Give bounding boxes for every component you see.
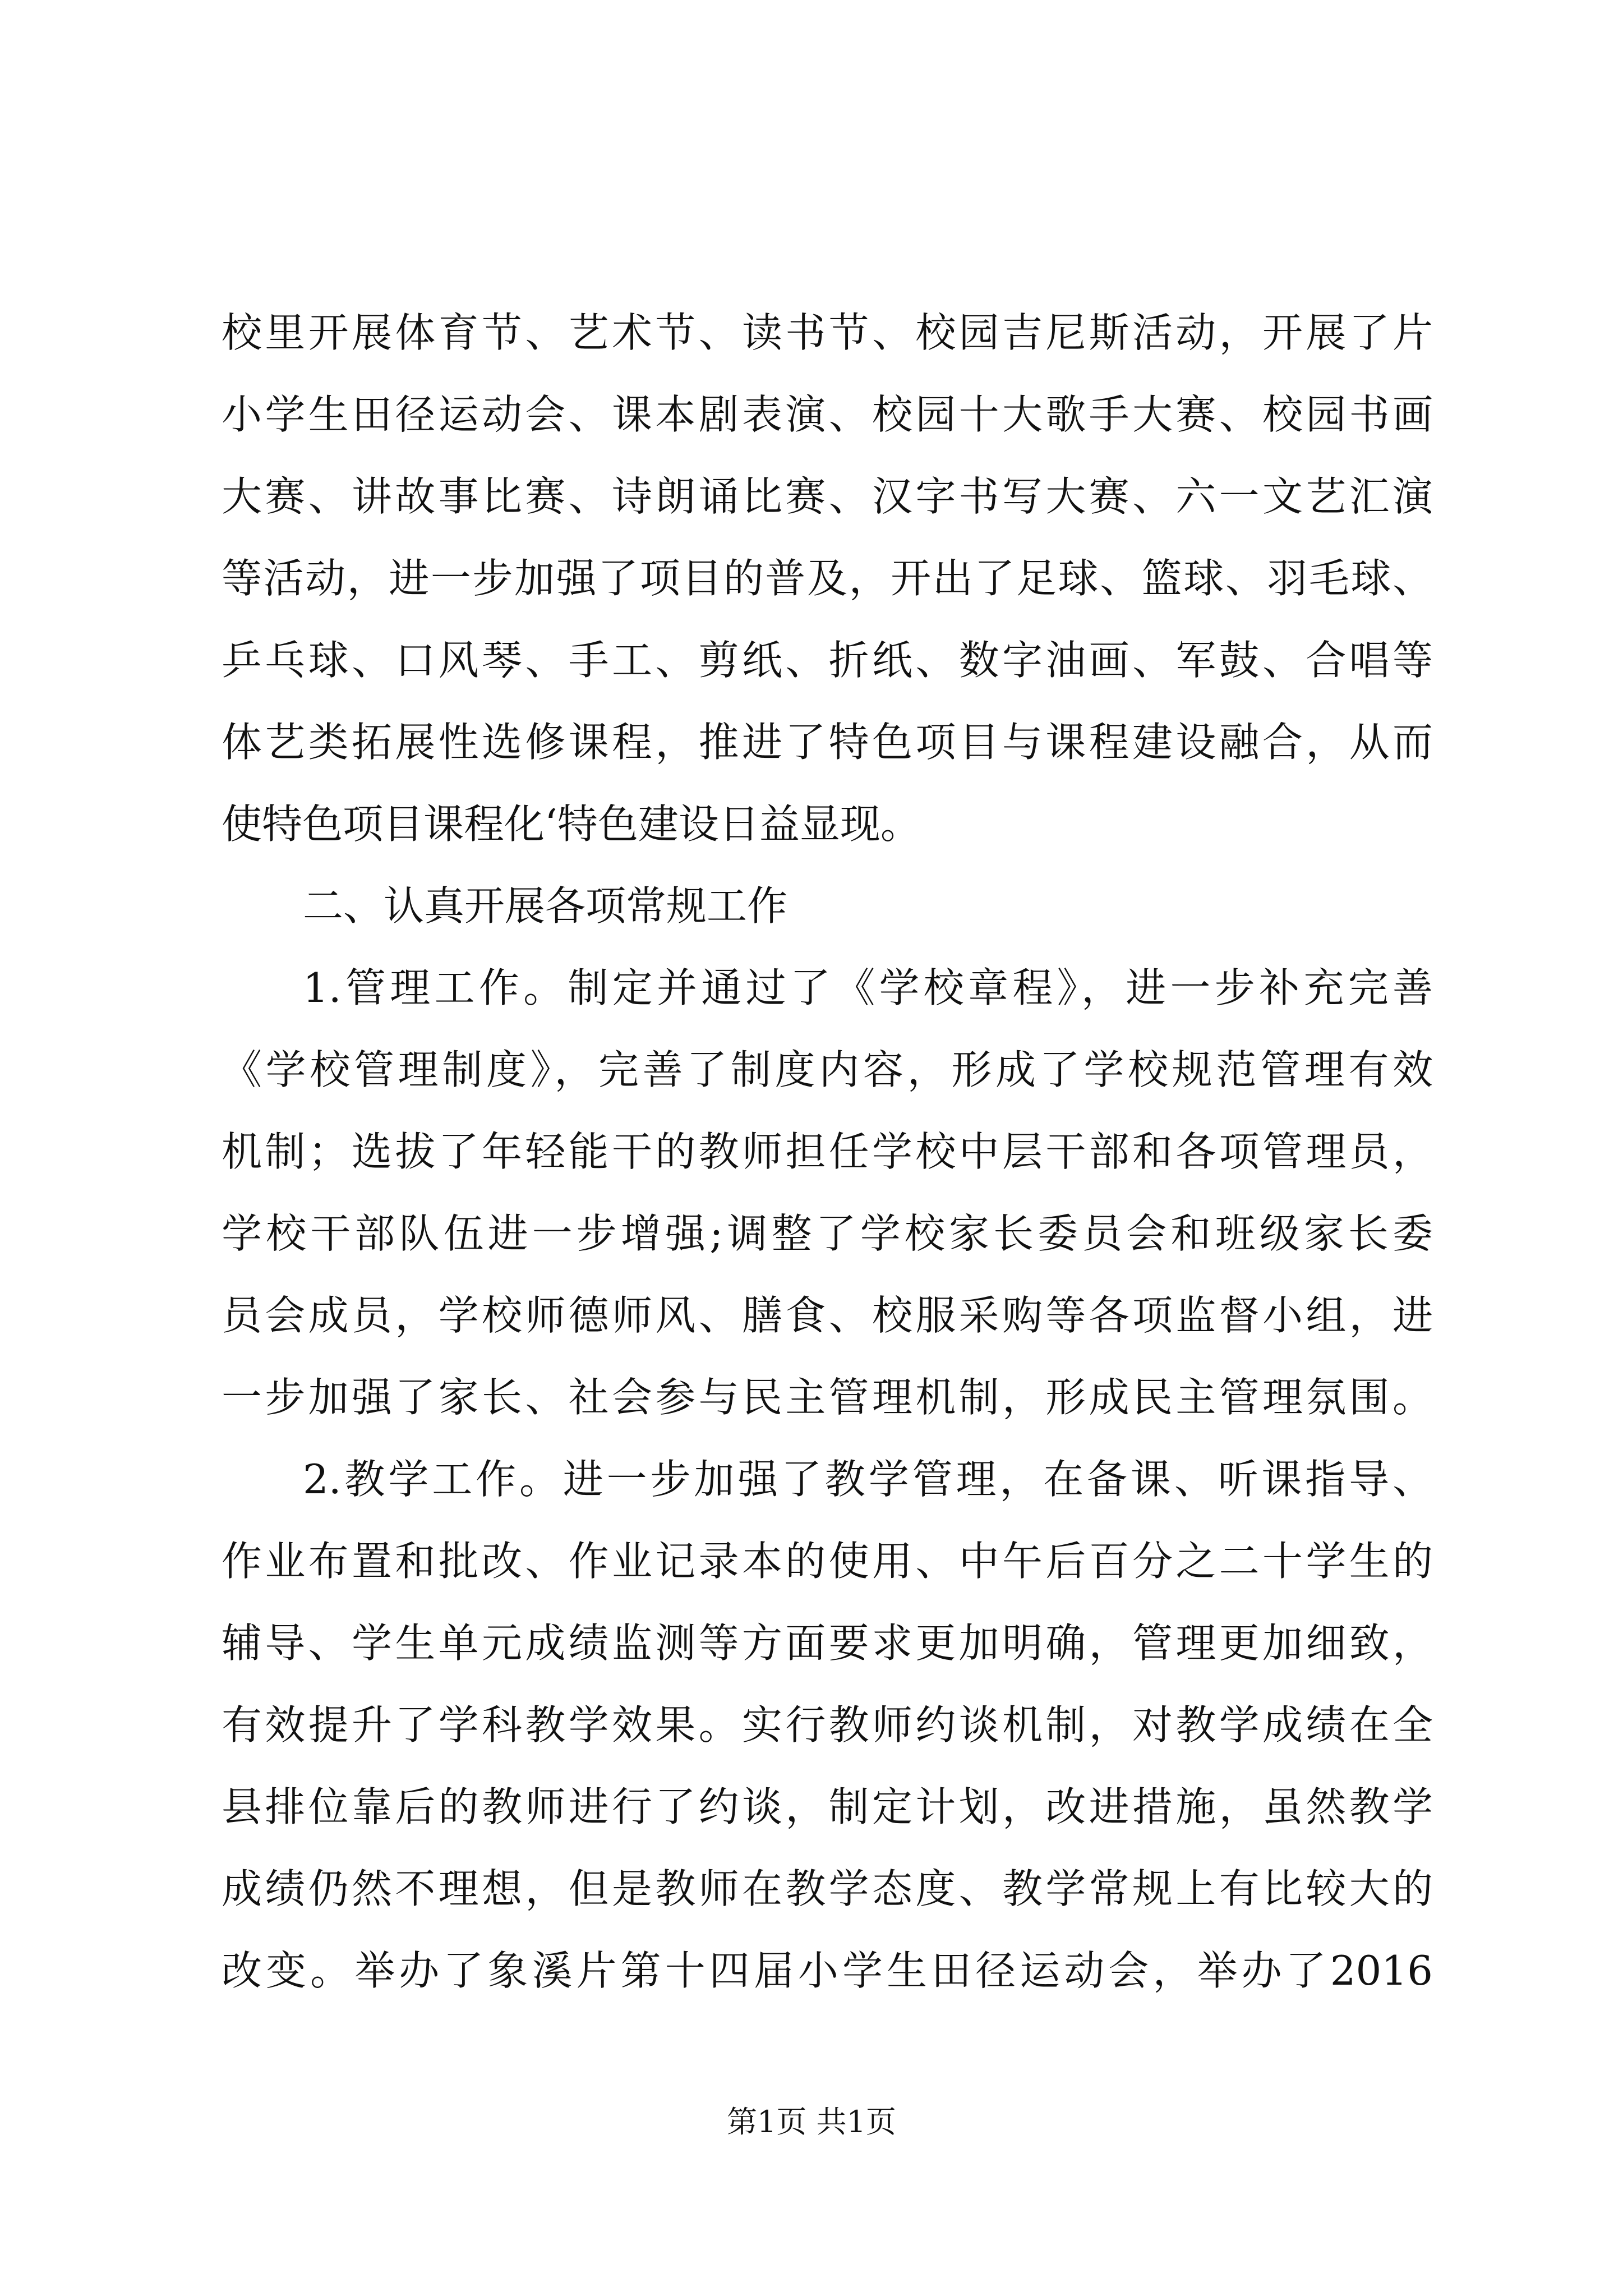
text-line: 1.管理工作。制定并通过了《学校章程》，进一步补充完善 (303, 964, 1433, 1011)
text-line: 有效提升了学科教学效果。实行教师约谈机制，对教学成绩在全 (222, 1701, 1433, 1749)
text-line: 机制；选拔了年轻能干的教师担任学校中层干部和各项管理员， (222, 1128, 1433, 1175)
text-line: 县排位靠后的教师进行了约谈，制定计划，改进措施，虽然教学 (222, 1783, 1433, 1830)
text-line: 二、认真开展各项常规工作 (303, 882, 788, 930)
text-line: 《学校管理制度》，完善了制度内容，形成了学校规范管理有效 (222, 1046, 1433, 1093)
text-line: 使特色项目课程化‘特色建设日益显现。 (222, 800, 921, 848)
page-footer: 第1页 共1页 (727, 2104, 896, 2139)
text-line: 一步加强了家长、社会参与民主管理机制，形成民主管理氛围。 (222, 1374, 1433, 1421)
text-line: 作业布置和批改、作业记录本的使用、中午后百分之二十学生的 (222, 1538, 1433, 1585)
text-line: 等活动，进一步加强了项目的普及，开出了足球、篮球、羽毛球、 (222, 555, 1433, 602)
text-line: 学校干部队伍进一步增强;调整了学校家长委员会和班级家长委 (222, 1210, 1433, 1257)
text-line: 校里开展体育节、艺术节、读书节、校园吉尼斯活动，开展了片 (222, 309, 1433, 356)
text-line: 成绩仍然不理想，但是教师在教学态度、教学常规上有比较大的 (222, 1865, 1433, 1912)
text-line: 2.教学工作。进一步加强了教学管理，在备课、听课指导、 (303, 1456, 1433, 1503)
text-line: 体艺类拓展性选修课程，推进了特色项目与课程建设融合，从而 (222, 719, 1433, 766)
text-line: 员会成员，学校师德师风、膳食、校服采购等各项监督小组，进 (222, 1292, 1433, 1339)
text-line: 大赛、讲故事比赛、诗朗诵比赛、汉字书写大赛、六一文艺汇演 (222, 473, 1433, 520)
text-line: 小学生田径运动会、课本剧表演、校园十大歌手大赛、校园书画 (222, 391, 1433, 438)
document-body (222, 292, 1433, 2012)
text-line: 改变。举办了象溪片第十四届小学生田径运动会，举办了2016 (222, 1947, 1433, 1994)
text-line: 乒乓球、口风琴、手工、剪纸、折纸、数字油画、军鼓、合唱等 (222, 637, 1433, 684)
text-line: 辅导、学生单元成绩监测等方面要求更加明确，管理更加细致， (222, 1619, 1433, 1667)
